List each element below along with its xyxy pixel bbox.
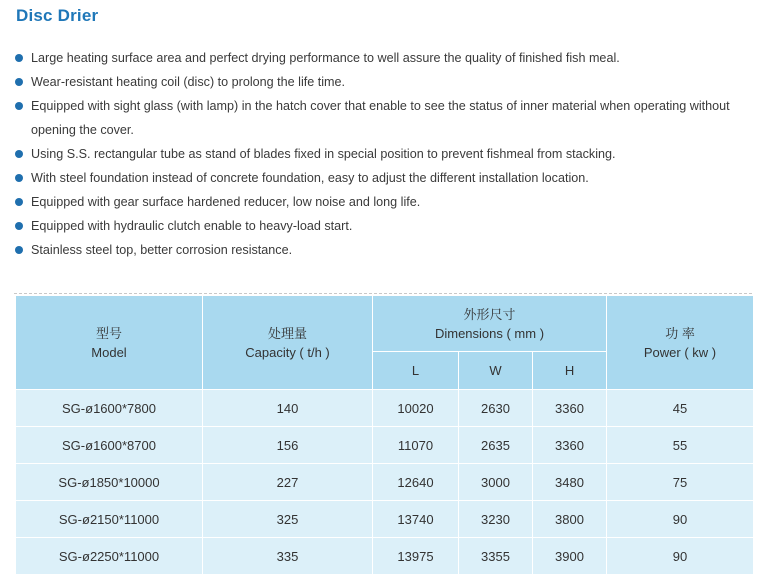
cell-h: 3800 [533, 501, 607, 538]
bullet-icon [15, 78, 23, 86]
header-capacity-en: Capacity ( t/h ) [245, 344, 330, 360]
cell-h: 3360 [533, 427, 607, 464]
feature-item [14, 94, 754, 142]
header-w: W [459, 352, 533, 390]
header-dimensions-cn: 外形尺寸 [463, 306, 516, 322]
header-dimensions [373, 296, 607, 352]
cell-model: SG-ø2250*11000 [16, 538, 203, 575]
cell-capacity: 156 [203, 427, 373, 464]
cell-capacity: 335 [203, 538, 373, 575]
cell-w: 3000 [459, 464, 533, 501]
cell-l: 11070 [373, 427, 459, 464]
header-dimensions-en: Dimensions ( mm ) [434, 325, 545, 341]
cell-w: 3230 [459, 501, 533, 538]
cell-power: 90 [607, 538, 754, 575]
page-title: Disc Drier [16, 6, 99, 25]
cell-capacity: 227 [203, 464, 373, 501]
bullet-icon [15, 174, 23, 182]
spec-table [15, 295, 754, 575]
cell-w: 2630 [459, 390, 533, 427]
table-row [16, 390, 754, 427]
feature-item [14, 46, 754, 70]
feature-text: Equipped with sight glass (with lamp) in the hatch cover that enable to see the status of inner material when operating without opening the cover. [31, 99, 730, 137]
cell-l: 10020 [373, 390, 459, 427]
feature-item [14, 214, 754, 238]
header-power-cn: 功 率 [665, 325, 695, 341]
table-row [16, 427, 754, 464]
cell-w: 3355 [459, 538, 533, 575]
feature-text: Large heating surface area and perfect drying performance to well assure the quality of finished fish meal. [31, 51, 620, 65]
cell-model: SG-ø1600*7800 [16, 390, 203, 427]
cell-power: 90 [607, 501, 754, 538]
bullet-icon [15, 246, 23, 254]
cell-model: SG-ø1850*10000 [16, 464, 203, 501]
feature-item [14, 142, 754, 166]
bullet-icon [15, 150, 23, 158]
cell-h: 3900 [533, 538, 607, 575]
feature-item [14, 166, 754, 190]
cell-model: SG-ø2150*11000 [16, 501, 203, 538]
table-row [16, 501, 754, 538]
bullet-icon [15, 198, 23, 206]
cell-h: 3480 [533, 464, 607, 501]
header-model [16, 296, 203, 390]
table-row [16, 538, 754, 575]
cell-power: 45 [607, 390, 754, 427]
cell-model: SG-ø1600*8700 [16, 427, 203, 464]
feature-list [14, 46, 754, 262]
feature-text: With steel foundation instead of concrete foundation, easy to adjust the different installation location. [31, 171, 589, 185]
header-power [607, 296, 754, 390]
bullet-icon [15, 222, 23, 230]
feature-text: Equipped with gear surface hardened reducer, low noise and long life. [31, 195, 421, 209]
feature-item [14, 238, 754, 262]
cell-l: 13975 [373, 538, 459, 575]
cell-w: 2635 [459, 427, 533, 464]
feature-text: Stainless steel top, better corrosion resistance. [31, 243, 293, 257]
cell-h: 3360 [533, 390, 607, 427]
header-capacity [203, 296, 373, 390]
table-row [16, 464, 754, 501]
cell-l: 13740 [373, 501, 459, 538]
feature-item [14, 190, 754, 214]
cell-l: 12640 [373, 464, 459, 501]
cell-capacity: 325 [203, 501, 373, 538]
cell-capacity: 140 [203, 390, 373, 427]
cell-power: 75 [607, 464, 754, 501]
header-model-cn: 型号 [95, 325, 122, 341]
bullet-icon [15, 54, 23, 62]
feature-text: Using S.S. rectangular tube as stand of blades fixed in special position to prevent fishmeal from stacking. [31, 147, 616, 161]
feature-text: Equipped with hydraulic clutch enable to heavy-load start. [31, 219, 353, 233]
feature-text: Wear-resistant heating coil (disc) to prolong the life time. [31, 75, 346, 89]
header-model-en: Model [91, 344, 127, 360]
table-divider [14, 293, 752, 294]
header-h: H [533, 352, 607, 390]
cell-power: 55 [607, 427, 754, 464]
header-l: L [373, 352, 459, 390]
bullet-icon [15, 102, 23, 110]
feature-item [14, 70, 754, 94]
header-capacity-cn: 处理量 [267, 325, 307, 341]
header-power-en: Power ( kw ) [643, 344, 717, 360]
